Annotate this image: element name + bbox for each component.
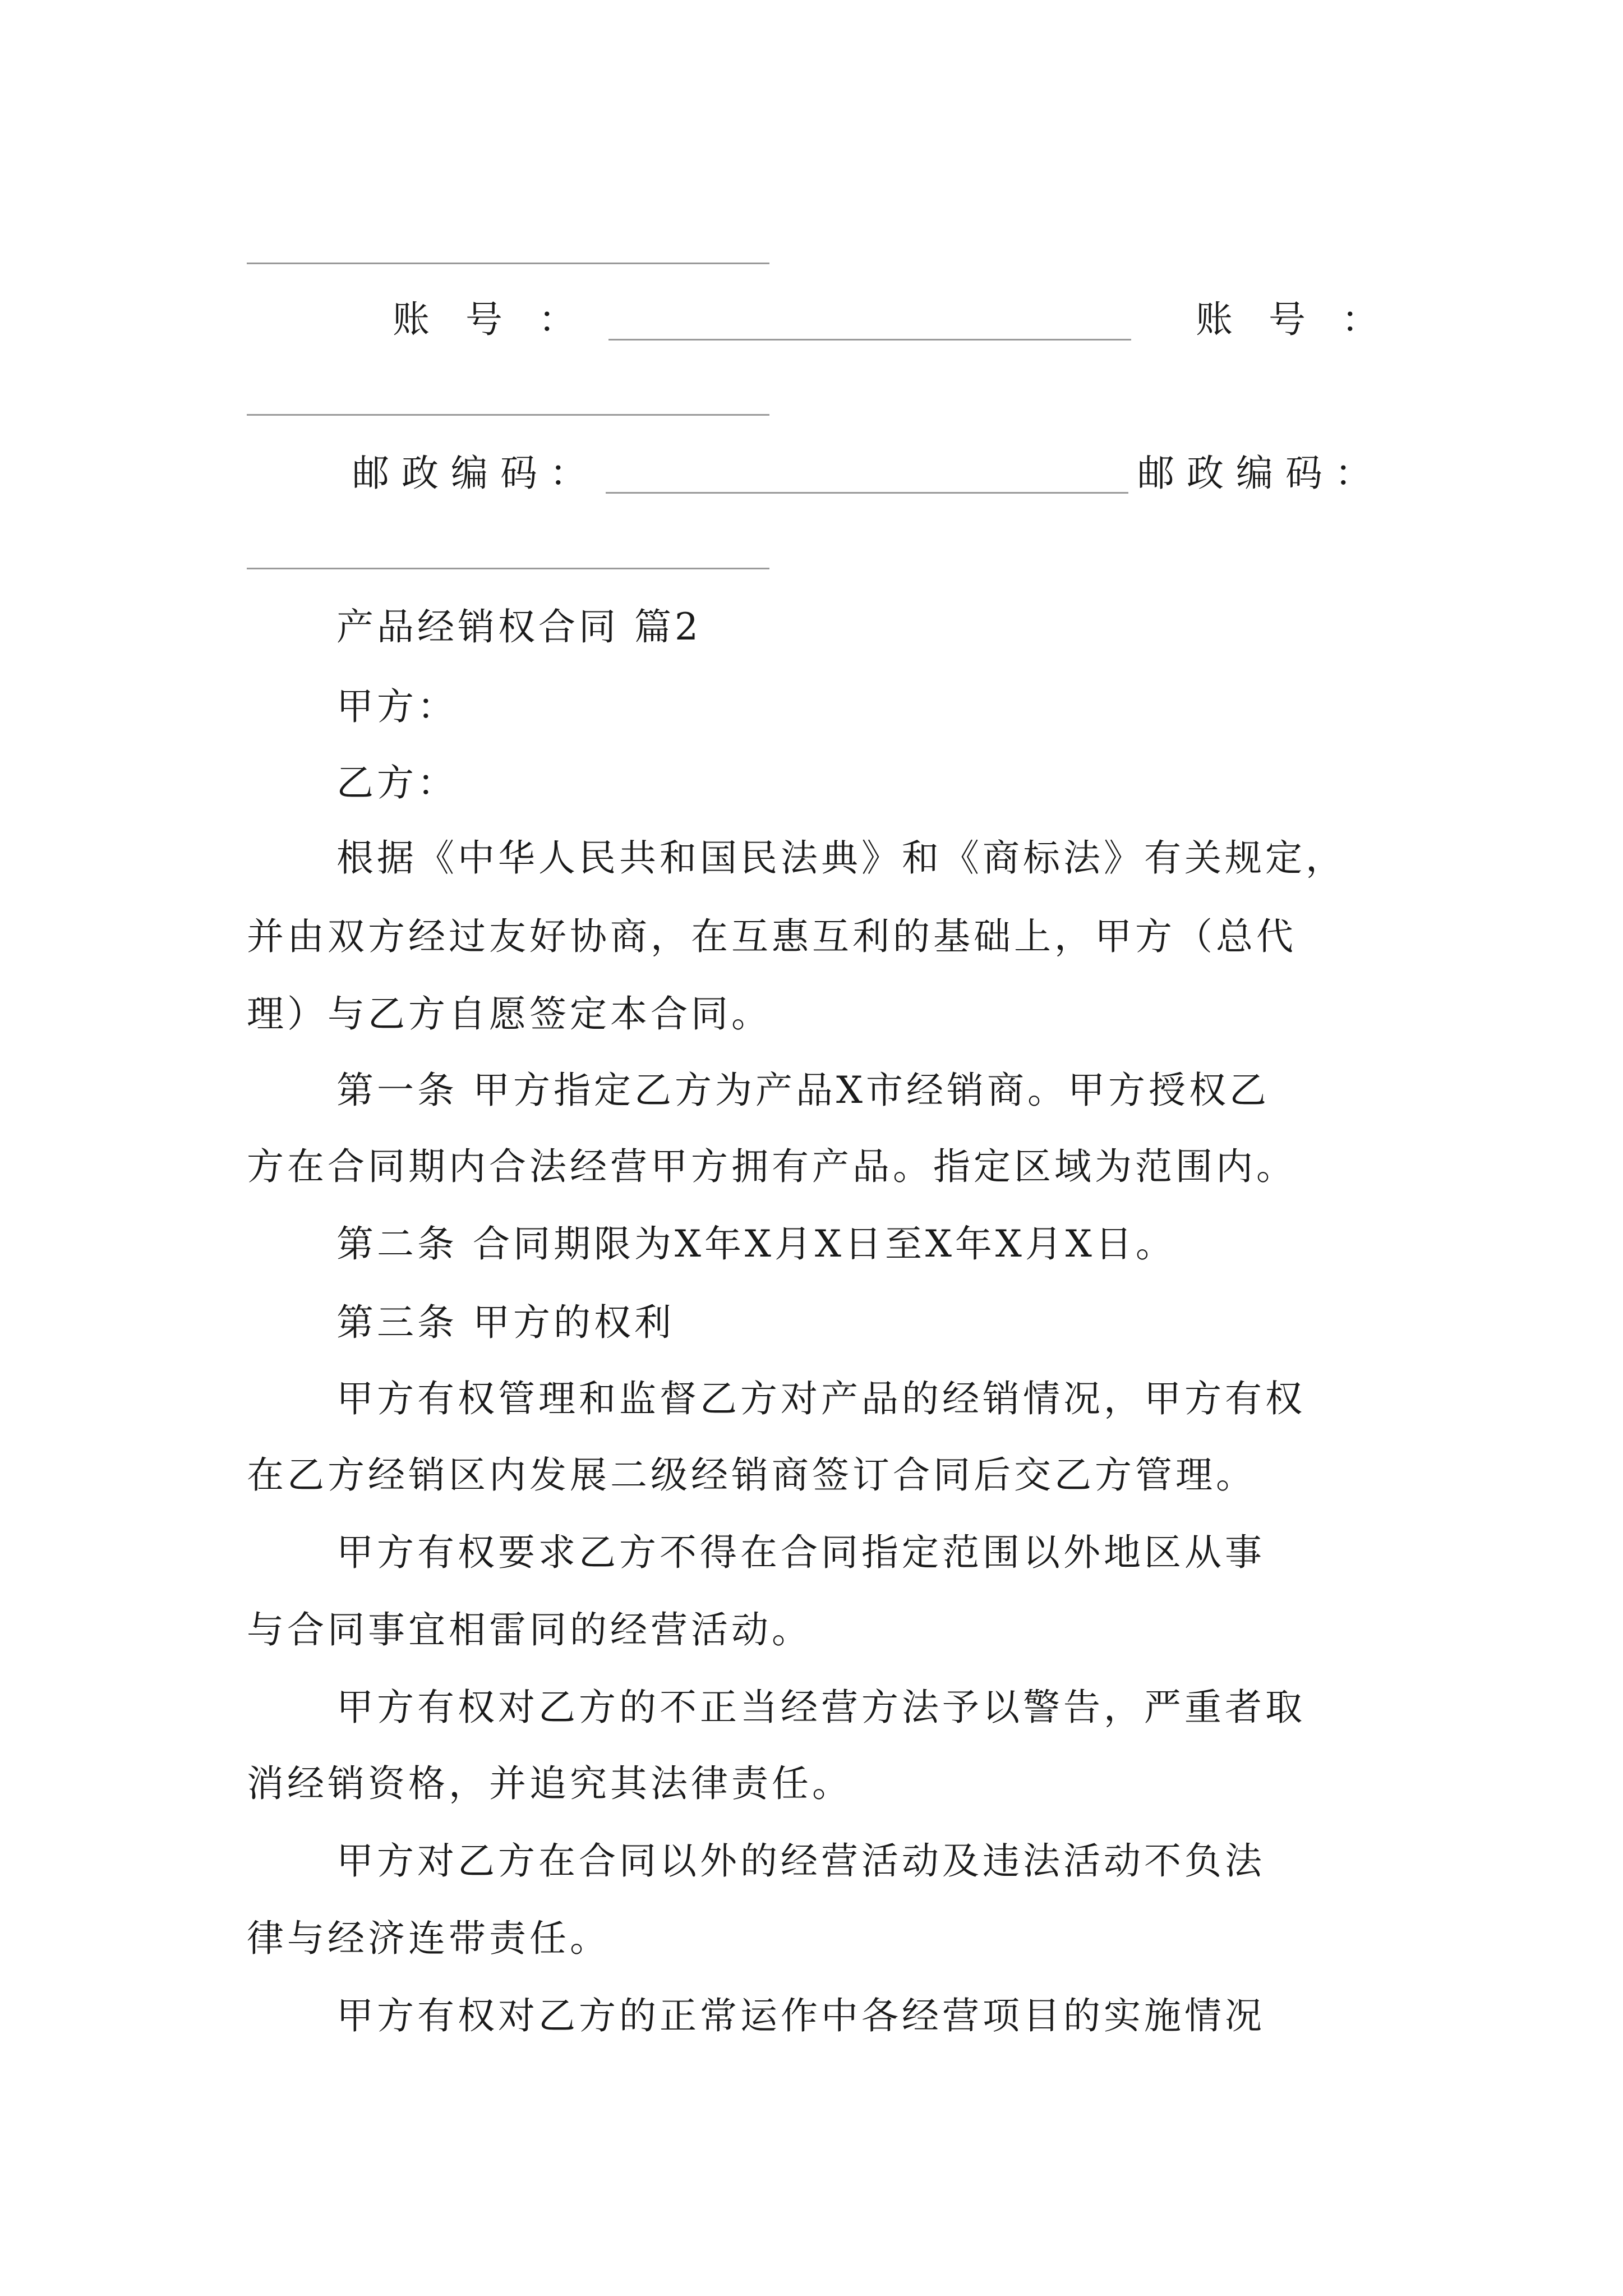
body-line: 理）与乙方自愿签定本合同。 <box>247 992 772 1036</box>
postcode-line-party-b <box>247 568 769 569</box>
account-label-party-a: 账号： <box>393 298 611 341</box>
body-line: 根据《中华人民共和国民法典》和《商标法》有关规定， <box>336 836 1346 880</box>
body-line: 与合同事宜相雷同的经营活动。 <box>247 1608 812 1651</box>
body-line: 甲方对乙方在合同以外的经营活动及违法活动不负法 <box>336 1839 1265 1883</box>
body-line: 消经销资格，并追究其法律责任。 <box>247 1762 852 1805</box>
postcode-line-party-a <box>606 492 1128 494</box>
body-line: 甲方有权对乙方的正常运作中各经营项目的实施情况 <box>336 1994 1265 2037</box>
party-a-label: 甲方： <box>336 685 458 728</box>
body-line: 甲方有权要求乙方不得在合同指定范围以外地区从事 <box>336 1531 1265 1574</box>
party-b-label: 乙方： <box>336 761 458 804</box>
body-line: 律与经济连带责任。 <box>247 1917 610 1960</box>
body-line: 第二条 合同期限为X年X月X日至X年X月X日。 <box>336 1222 1176 1266</box>
account-line-party-b <box>247 414 769 416</box>
blank-line-top <box>247 263 769 264</box>
body-line: 甲方有权管理和监督乙方对产品的经销情况，甲方有权 <box>336 1377 1306 1420</box>
body-line: 甲方有权对乙方的不正当经营方法予以警告，严重者取 <box>336 1686 1306 1729</box>
body-line: 并由双方经过友好协商，在互惠互利的基础上，甲方（总代 <box>247 915 1297 958</box>
body-line: 在乙方经销区内发展二级经销商签订合同后交乙方管理。 <box>247 1453 1256 1497</box>
body-line: 方在合同期内合法经营甲方拥有产品。指定区域为范围内。 <box>247 1145 1297 1188</box>
body-line: 第三条 甲方的权利 <box>336 1301 675 1344</box>
account-line-party-a <box>608 339 1131 341</box>
account-label-party-b: 账号： <box>1196 298 1414 341</box>
postcode-label-party-b: 邮政编码： <box>1137 452 1384 495</box>
body-line: 第一条 甲方指定乙方为产品X市经销商。甲方授权乙 <box>336 1069 1270 1112</box>
contract-heading: 产品经销权合同 篇2 <box>336 605 702 648</box>
postcode-label-party-a: 邮政编码： <box>352 452 599 495</box>
